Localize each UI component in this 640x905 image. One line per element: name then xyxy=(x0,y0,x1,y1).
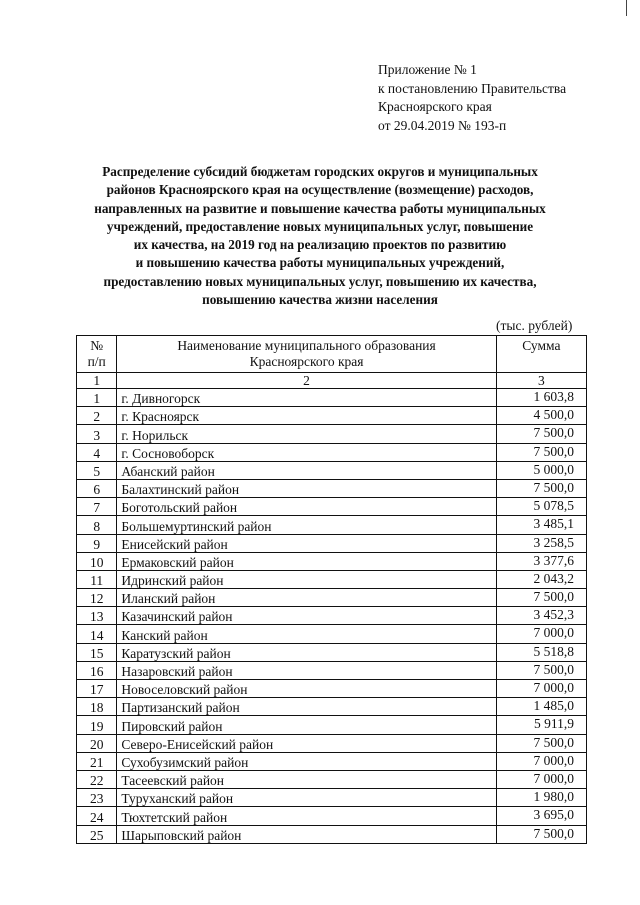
subsidy-amount: 7 500,0 xyxy=(496,479,586,497)
row-number: 19 xyxy=(77,716,117,734)
units-label: (тыс. рублей) xyxy=(496,318,573,333)
subsidy-amount: 2 043,2 xyxy=(496,570,586,588)
row-number: 13 xyxy=(77,607,117,625)
subsidy-amount: 5 078,5 xyxy=(496,498,586,516)
municipality-name: Новоселовский район xyxy=(117,680,496,698)
municipality-name: Тюхтетский район xyxy=(117,807,496,825)
row-number: 24 xyxy=(77,807,117,825)
municipality-name: Балахтинский район xyxy=(117,479,496,497)
table-row xyxy=(77,789,587,807)
table-row xyxy=(77,516,587,534)
subsidy-amount: 7 500,0 xyxy=(496,825,586,843)
table-header-row xyxy=(77,336,587,373)
table-row xyxy=(77,698,587,716)
appendix-line-4: от 29.04.2019 № 193-п xyxy=(378,117,507,133)
municipality-name: Иланский район xyxy=(117,589,496,607)
table-row xyxy=(77,625,587,643)
row-number: 5 xyxy=(77,461,117,479)
subsidy-amount: 7 500,0 xyxy=(496,734,586,752)
table-row xyxy=(77,752,587,770)
table-row xyxy=(77,807,587,825)
title-line: и повышению качества работы муниципальных учреждений, xyxy=(135,255,505,271)
header-number xyxy=(77,336,117,373)
municipality-name: Сухобузимский район xyxy=(117,752,496,770)
title-line: предоставлению новых муниципальных услуг, повышению их качества, xyxy=(103,273,537,289)
table-row xyxy=(77,607,587,625)
table-row xyxy=(77,534,587,552)
table-row xyxy=(77,407,587,425)
column-index: 3 xyxy=(496,373,586,389)
table-row xyxy=(77,570,587,588)
subsidy-amount: 5 518,8 xyxy=(496,643,586,661)
subsidy-amount: 3 377,6 xyxy=(496,552,586,570)
subsidy-amount: 7 500,0 xyxy=(496,589,586,607)
title-line: их качества, на 2019 год на реализацию проектов по развитию xyxy=(133,237,507,253)
column-index: 2 xyxy=(117,373,496,389)
municipality-name: Каратузский район xyxy=(117,643,496,661)
row-number: 4 xyxy=(77,443,117,461)
document-title xyxy=(50,163,590,309)
title-line: районов Красноярского края на осуществление (возмещение) расходов, xyxy=(106,182,534,198)
row-number: 12 xyxy=(77,589,117,607)
table-row xyxy=(77,479,587,497)
subsidy-amount: 5 911,9 xyxy=(496,716,586,734)
row-number: 10 xyxy=(77,552,117,570)
title-line: Распределение субсидий бюджетам городских округов и муниципальных xyxy=(102,164,538,179)
subsidy-amount: 7 000,0 xyxy=(496,752,586,770)
row-number: 23 xyxy=(77,789,117,807)
table-row xyxy=(77,425,587,443)
subsidy-amount: 7 000,0 xyxy=(496,625,586,643)
column-index-row xyxy=(77,373,587,389)
municipality-name: Боготольский район xyxy=(117,498,496,516)
subsidy-amount: 1 485,0 xyxy=(496,698,586,716)
subsidy-amount: 3 485,1 xyxy=(496,516,586,534)
row-number: 18 xyxy=(77,698,117,716)
table-row xyxy=(77,661,587,679)
table-row xyxy=(77,389,587,407)
appendix-line-3: Красноярского края xyxy=(378,99,492,114)
subsidy-amount: 3 258,5 xyxy=(496,534,586,552)
municipality-name: г. Дивногорск xyxy=(117,389,496,407)
municipality-name: Назаровский район xyxy=(117,661,496,679)
appendix-line-2: к постановлению Правительства xyxy=(378,80,567,96)
table-row xyxy=(77,461,587,479)
table-row xyxy=(77,589,587,607)
municipality-name: Тасеевский район xyxy=(117,770,496,788)
header-name xyxy=(117,336,496,373)
subsidy-amount: 7 000,0 xyxy=(496,680,586,698)
header-sum: Сумма xyxy=(496,336,586,373)
subsidy-table xyxy=(76,335,587,844)
subsidy-amount: 1 980,0 xyxy=(496,789,586,807)
municipality-name: Енисейский район xyxy=(117,534,496,552)
page-edge-mark xyxy=(626,0,627,16)
municipality-name: Ермаковский район xyxy=(117,552,496,570)
subsidy-amount: 1 603,8 xyxy=(496,389,586,407)
column-index: 1 xyxy=(77,373,117,389)
row-number: 1 xyxy=(77,389,117,407)
table-row xyxy=(77,734,587,752)
header-name-line-1: Наименование муниципального образования xyxy=(177,338,436,353)
row-number: 2 xyxy=(77,407,117,425)
municipality-name: Партизанский район xyxy=(117,698,496,716)
title-line: учреждений, предоставление новых муниципальных услуг, повышение xyxy=(106,218,534,234)
table-body xyxy=(77,389,587,844)
table-row xyxy=(77,680,587,698)
municipality-name: Идринский район xyxy=(117,570,496,588)
municipality-name: г. Норильск xyxy=(117,425,496,443)
municipality-name: Северо-Енисейский район xyxy=(117,734,496,752)
row-number: 21 xyxy=(77,752,117,770)
appendix-line-1: Приложение № 1 xyxy=(378,62,477,77)
municipality-name: Казачинский район xyxy=(117,607,496,625)
table-row xyxy=(77,825,587,843)
appendix-block xyxy=(378,61,566,135)
header-name-line-2: Красноярского края xyxy=(249,354,364,369)
municipality-name: г. Красноярск xyxy=(117,407,496,425)
row-number: 14 xyxy=(77,625,117,643)
municipality-name: Абанский район xyxy=(117,461,496,479)
table-row xyxy=(77,443,587,461)
table-row xyxy=(77,498,587,516)
title-line: повышению качества жизни населения xyxy=(202,292,438,308)
municipality-name: Канский район xyxy=(117,625,496,643)
table-row xyxy=(77,770,587,788)
municipality-name: г. Сосновоборск xyxy=(117,443,496,461)
row-number: 22 xyxy=(77,770,117,788)
row-number: 20 xyxy=(77,734,117,752)
row-number: 25 xyxy=(77,825,117,843)
subsidy-amount: 4 500,0 xyxy=(496,407,586,425)
table-row xyxy=(77,643,587,661)
row-number: 16 xyxy=(77,661,117,679)
header-number-line-2: п/п xyxy=(87,354,106,369)
table-row xyxy=(77,552,587,570)
row-number: 9 xyxy=(77,534,117,552)
subsidy-amount: 3 695,0 xyxy=(496,807,586,825)
municipality-name: Пировский район xyxy=(117,716,496,734)
row-number: 7 xyxy=(77,498,117,516)
title-line: направленных на развитие и повышение качества работы муниципальных xyxy=(94,200,546,216)
municipality-name: Туруханский район xyxy=(117,789,496,807)
subsidy-amount: 7 500,0 xyxy=(496,443,586,461)
row-number: 3 xyxy=(77,425,117,443)
row-number: 8 xyxy=(77,516,117,534)
row-number: 17 xyxy=(77,680,117,698)
subsidy-amount: 7 500,0 xyxy=(496,425,586,443)
row-number: 15 xyxy=(77,643,117,661)
subsidy-amount: 7 500,0 xyxy=(496,661,586,679)
subsidy-amount: 7 000,0 xyxy=(496,770,586,788)
subsidy-amount: 5 000,0 xyxy=(496,461,586,479)
subsidy-amount: 3 452,3 xyxy=(496,607,586,625)
row-number: 6 xyxy=(77,479,117,497)
header-number-line-1: № xyxy=(90,338,104,353)
municipality-name: Большемуртинский район xyxy=(117,516,496,534)
municipality-name: Шарыповский район xyxy=(117,825,496,843)
table-row xyxy=(77,716,587,734)
row-number: 11 xyxy=(77,570,117,588)
